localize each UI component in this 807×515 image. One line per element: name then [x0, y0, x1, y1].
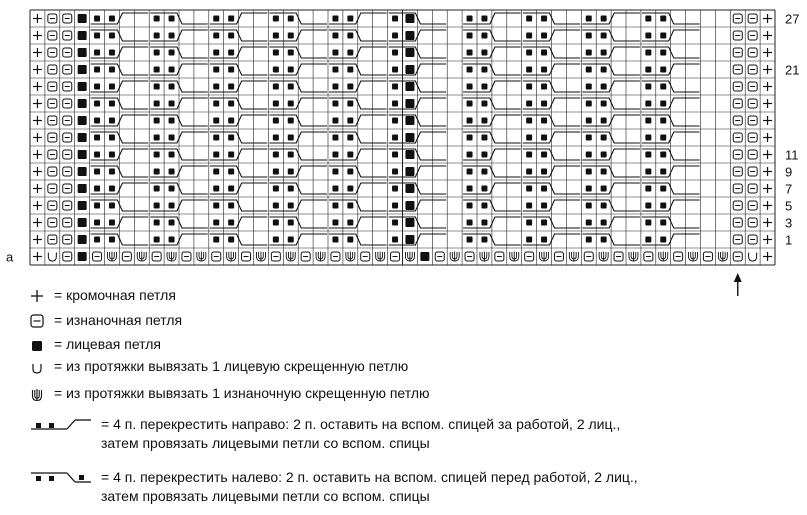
plus-icon	[30, 289, 44, 303]
twisted-knit-icon	[30, 361, 44, 375]
legend-text-line2: затем провязать лицевыми петли со вспом. спицы	[101, 488, 430, 504]
row-number: 11	[785, 147, 799, 163]
row-number: 3	[785, 215, 793, 231]
row-number: 5	[785, 198, 793, 214]
legend-text: = из протяжки вывязать 1 лицевую скрещенную петлю	[54, 358, 409, 374]
legend-text: = лицевая петля	[54, 336, 161, 352]
row-number: 27	[785, 11, 800, 27]
start-label: a	[6, 249, 14, 265]
row-number: 7	[785, 181, 793, 197]
twisted-purl-icon	[30, 388, 44, 402]
purl-icon	[30, 314, 44, 328]
legend-text: = кромочная петля	[54, 287, 176, 303]
row-number: 9	[785, 164, 793, 180]
cable-right-icon	[29, 417, 93, 433]
legend-text: = из протяжки вывязать 1 изнаночную скрещенную петлю	[54, 385, 430, 401]
legend-text: = 4 п. перекрестить направо: 2 п. оставить на вспом. спицей за работой, 2 лиц.,	[101, 416, 621, 432]
legend-text-line2: затем провязать лицевыми петли со вспом. спицы	[101, 435, 430, 451]
legend-text: = изнаночная петля	[54, 312, 183, 328]
cable-left-icon	[29, 470, 93, 486]
row-number: 1	[785, 232, 793, 248]
knit-icon	[30, 339, 44, 353]
legend-text: = 4 п. перекрестить налево: 2 п. оставить на вспом. спицей перед работой, 2 лиц.,	[101, 469, 638, 485]
row-number: 21	[785, 62, 800, 78]
